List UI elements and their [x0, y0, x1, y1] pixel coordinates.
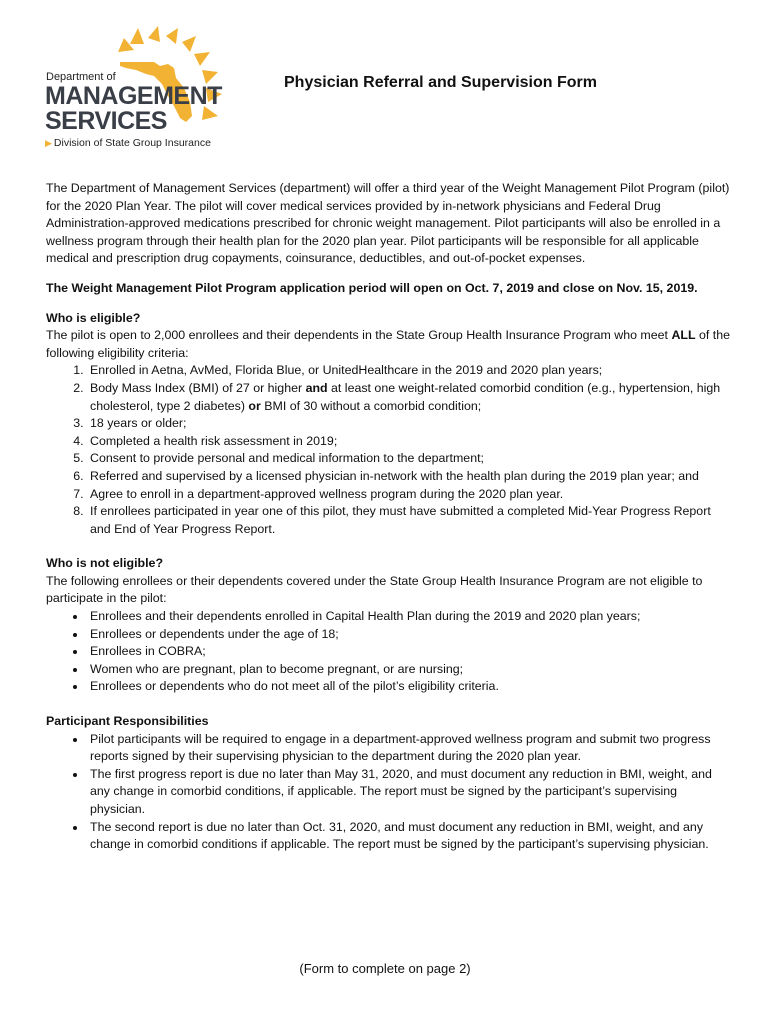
eligibility-text: Body Mass Index (BMI) of 27 or higher	[90, 380, 306, 395]
responsibilities-list	[46, 731, 732, 854]
logo-line-management: MANAGEMENT	[45, 82, 222, 110]
document-body	[46, 180, 732, 854]
eligibility-text: BMI of 30 without a comorbid condition;	[260, 398, 482, 413]
responsibility-item: • The first progress report is due no later than May 31, 2020, and must document any reduction in BMI, weight, and any change in comorbid conditions, if applicable. The report must be signed by the participant’s supervising physician.	[87, 766, 732, 819]
eligibility-item	[87, 380, 732, 415]
not-eligible-item: • Enrollees and their dependents enrolled in Capital Health Plan during the 2019 and 2020 plan years;	[87, 608, 732, 626]
responsibility-item: • Pilot participants will be required to engage in a department-approved wellness program and submit two progress reports signed by their supervising physician to the department during the 2020 plan year.	[87, 731, 732, 766]
responsibilities-heading: Participant Responsibilities	[46, 714, 209, 729]
page-footer-note: (Form to complete on page 2)	[299, 961, 471, 976]
logo-division	[45, 137, 211, 149]
triangle-right-icon: ▶	[45, 138, 52, 148]
not-eligible-item: • Women who are pregnant, plan to become pregnant, or are nursing;	[87, 661, 732, 679]
eligibility-text: at least one weight-related comorbid condition (e.g., hypertension, high cholesterol, type 2 diabetes)	[90, 380, 721, 413]
not-eligible-heading: Who is not eligible?	[46, 556, 164, 571]
not-eligible-lead: The following enrollees or their dependents covered under the State Group Health Insurance Program are not eligible to participate in the pilot:	[46, 573, 703, 606]
eligibility-item: 3. 18 years or older;	[87, 415, 732, 433]
not-eligible-item: • Enrollees or dependents under the age of 18;	[87, 626, 732, 644]
eligibility-item: 1. Enrolled in Aetna, AvMed, Florida Blue, or UnitedHealthcare in the 2019 and 2020 plan years;	[87, 362, 732, 380]
eligible-lead-text-end: of the following eligibility criteria:	[46, 328, 730, 360]
eligible-lead-text: The pilot is open to 2,000 enrollees and their dependents in the State Group Health Insurance Program who meet	[46, 328, 672, 343]
eligibility-bold-or: or	[248, 398, 261, 413]
intro-paragraph: The Department of Management Services (department) will offer a third year of the Weight Management Pilot Program (pilot) for the 2020 Plan Year. The pilot will cover medical services provided by in-network physicians and Federal Drug Administration-approved medications prescribed for chronic weight management. Pilot participants will also be enrolled in a wellness program through their health plan for the 2020 plan year. Pilot participants will be responsible for all applicable medical and prescription drug copayments, coinsurance, deductibles, and out-of-pocket expenses.	[46, 181, 730, 266]
not-eligible-item: • Enrollees in COBRA;	[87, 643, 732, 661]
eligibility-item: 6. Referred and supervised by a licensed physician in-network with the health plan during the 2019 plan year; and	[87, 468, 732, 486]
logo-line-department: Department of	[46, 71, 116, 83]
eligibility-item: 5. Consent to provide personal and medical information to the department;	[87, 450, 732, 468]
not-eligible-item: • Enrollees or dependents who do not meet all of the pilot’s eligibility criteria.	[87, 678, 732, 696]
logo-division-text: Division of State Group Insurance	[53, 137, 211, 149]
eligible-lead-bold: ALL	[671, 328, 696, 343]
application-period: The Weight Management Pilot Program application period will open on Oct. 7, 2019 and close on Nov. 15, 2019.	[46, 280, 698, 295]
dms-logo	[40, 26, 250, 151]
eligibility-item: 8. If enrollees participated in year one of this pilot, they must have submitted a completed Mid-Year Progress Report and End of Year Progress Report.	[87, 503, 732, 538]
eligible-heading: Who is eligible?	[46, 310, 141, 325]
eligible-lead	[46, 327, 732, 362]
logo-line-services: SERVICES	[45, 107, 167, 135]
eligibility-bold-and: and	[305, 380, 328, 395]
page-title: Physician Referral and Supervision Form	[284, 74, 597, 91]
eligibility-item: 7. Agree to enroll in a department-approved wellness program during the 2020 plan year.	[87, 486, 732, 504]
responsibility-item: • The second report is due no later than Oct. 31, 2020, and must document any reduction in BMI, weight, and any change in comorbid conditions if applicable. The report must be signed by the participant’s supervising physician.	[87, 819, 732, 854]
not-eligible-list	[46, 608, 732, 696]
eligibility-item: 4. Completed a health risk assessment in 2019;	[87, 433, 732, 451]
eligibility-list	[46, 362, 732, 538]
